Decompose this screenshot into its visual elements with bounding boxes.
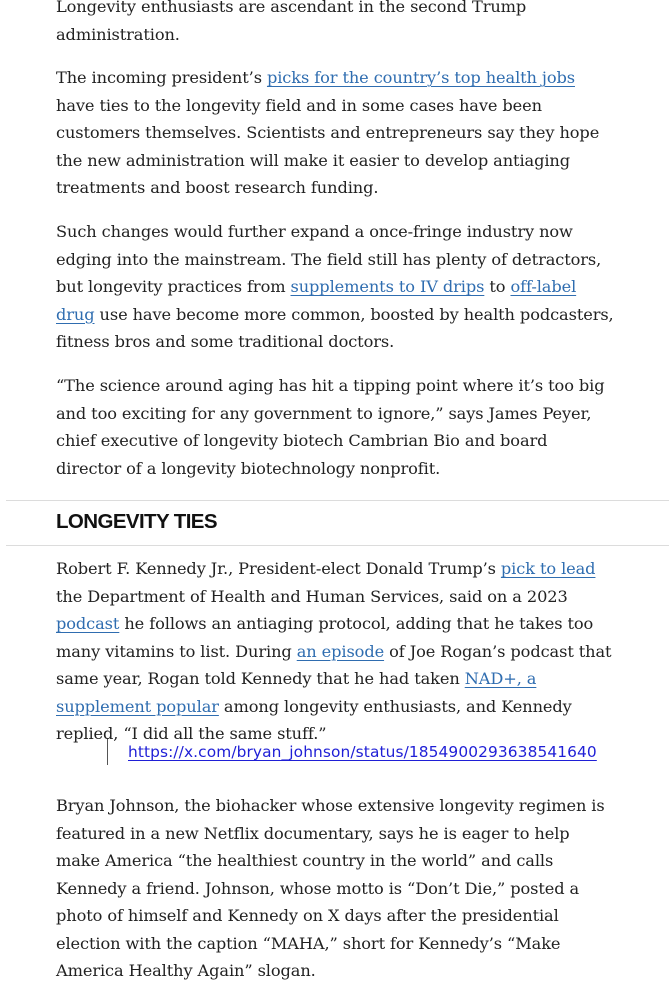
link-nad-supplement[interactable]: NAD+, a supplement popular [56, 669, 537, 716]
section-divider-top [6, 500, 669, 501]
link-supplements-iv-drips[interactable]: supplements to IV drips [290, 277, 485, 296]
link-an-episode[interactable]: an episode [296, 641, 385, 661]
paragraph-text: among longevity enthusiasts, and Kennedy replied, “I did all the same stuff.” [56, 696, 572, 743]
link-health-picks[interactable]: picks for the country’s top health jobs [266, 68, 575, 87]
paragraph-text: “The science around aging has hit a tipping point where it’s too big and too exciting for any government to ignore,” says James Peyer, chief executive of longevity biotech Cambrian Bio and board director of a longevity biotechnology nonprofit. [56, 376, 605, 478]
paragraph-text: the Department of Health and Human Services, said on a 2023 [56, 586, 568, 606]
paragraph-text: to [484, 277, 511, 296]
paragraph-text: Robert F. Kennedy Jr., President-elect Donald Trump’s [56, 559, 501, 578]
paragraph-health-picks [56, 64, 616, 202]
paragraph-text: use have become more common, boosted by health podcasters, fitness bros and some traditional doctors. [56, 304, 614, 351]
paragraph-text: have ties to the longevity field and in some cases have been customers themselves. Scientists and entrepreneurs say they hope the new administration will make it easier to develop antiaging treatments and boost research funding. [56, 95, 600, 197]
paragraph-text: Such changes would further expand a once-fringe industry now edging into the mainstream. The field still has plenty of detractors, but longevity practices from [56, 222, 602, 296]
embedded-tweet-link[interactable]: https://x.com/bryan_johnson/status/1854900293638541640 [128, 743, 597, 761]
section-divider-bottom [6, 545, 669, 546]
paragraph-text: Bryan Johnson, the biohacker whose extensive longevity regimen is featured in a new Netflix documentary, says he is eager to help make America “the healthiest country in the world” and calls Kennedy a friend. Johnson, whose motto is “Don’t Die,” posted a photo of himself and Kennedy on X days after the presidential election with the caption “MAHA,” short for Kennedy’s “Make America Healthy Again” slogan. [56, 796, 605, 980]
paragraph-text: Longevity enthusiasts are ascendant in the second Trump administration. [56, 0, 527, 44]
paragraph-intro [56, 0, 616, 48]
embedded-tweet [107, 739, 597, 765]
paragraph-text: he follows an antiaging protocol, adding that he takes too many vitamins to list. During [56, 614, 594, 661]
paragraph-text: of Joe Rogan’s podcast that same year, Rogan told Kennedy that he had taken [56, 641, 612, 688]
link-pick-to-lead[interactable]: pick to lead [500, 559, 596, 578]
paragraph-quote-peyer [56, 372, 616, 482]
paragraph-kennedy [56, 555, 616, 748]
section-heading: LONGEVITY TIES [56, 510, 217, 533]
link-off-label-drug[interactable]: off-label drug [56, 277, 577, 324]
link-podcast[interactable]: podcast [56, 614, 120, 633]
paragraph-bryan-johnson [56, 792, 616, 985]
paragraph-text: The incoming president’s [56, 68, 267, 87]
paragraph-industry [56, 218, 616, 356]
